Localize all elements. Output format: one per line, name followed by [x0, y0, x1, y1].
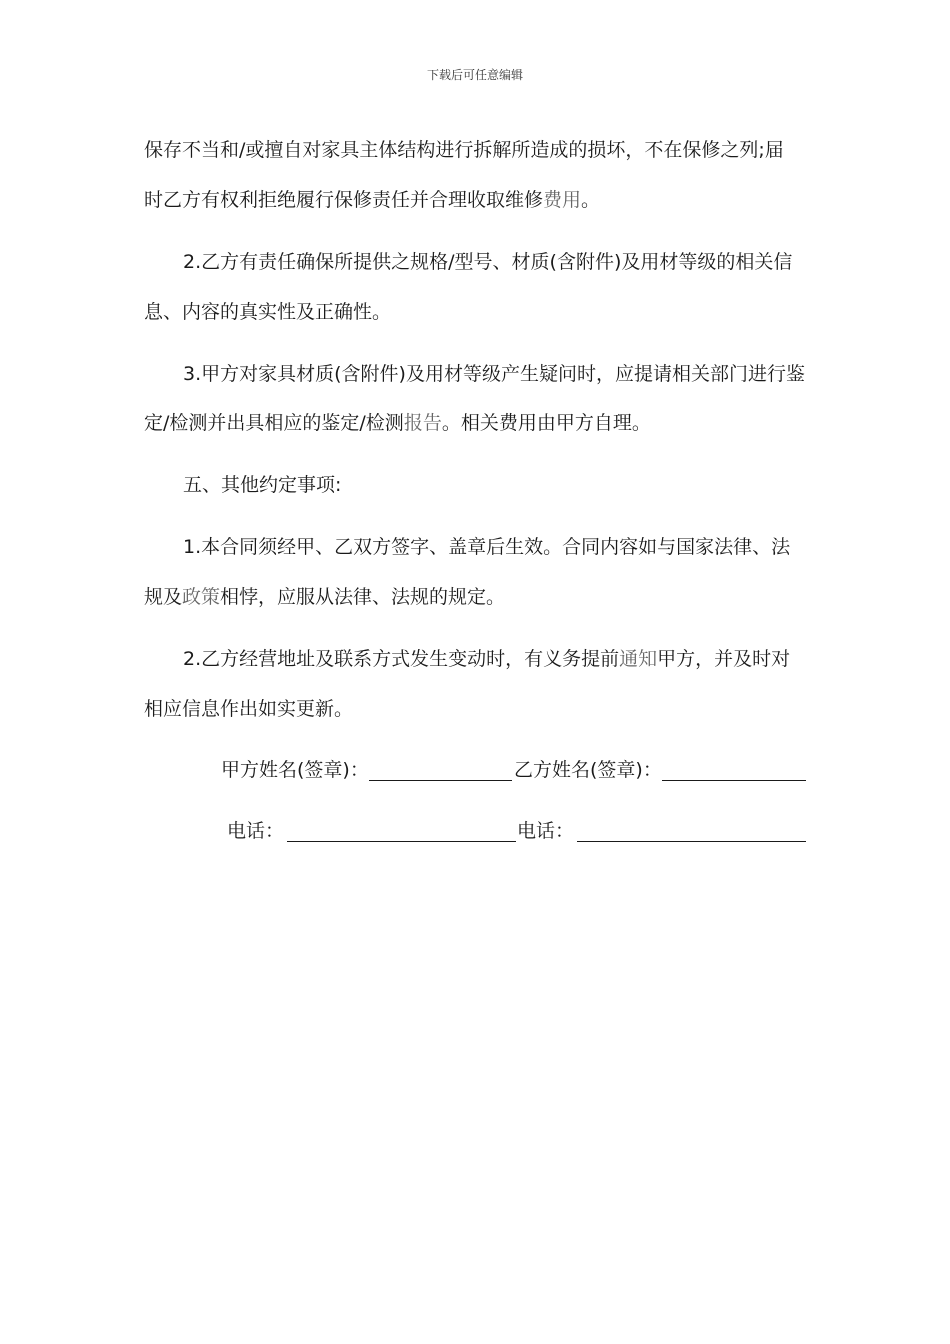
paragraph-1-text-c: 。 — [581, 189, 601, 211]
paragraph-5-keyword: 通知 — [619, 648, 658, 670]
paragraph-3-line-2 — [144, 411, 651, 435]
paragraph-5-text-a: 2.乙方经营地址及联系方式发生变动时，有义务提前 — [183, 648, 620, 670]
party-b-phone-blank[interactable] — [577, 841, 806, 842]
paragraph-1-line-2 — [144, 188, 600, 212]
paragraph-3-text-a: 定/检测并出具相应的鉴定/检测 — [144, 412, 404, 434]
paragraph-1-keyword: 费用 — [543, 189, 582, 211]
paragraph-4-line-2 — [144, 585, 505, 609]
section-5-heading: 五、其他约定事项: — [183, 474, 342, 496]
party-a-name-blank[interactable] — [369, 780, 512, 781]
party-a-name-label: 甲方姓名(签章)： — [221, 759, 369, 781]
party-a-phone-label: 电话： — [227, 820, 285, 842]
paragraph-3-keyword: 报告 — [403, 412, 442, 434]
party-b-phone-label: 电话： — [517, 820, 575, 842]
paragraph-1-line-1: 保存不当和/或擅自对家具主体结构进行拆解所造成的损坏，不在保修之列;届 — [144, 139, 784, 161]
party-a-phone-blank[interactable] — [287, 841, 516, 842]
paragraph-3-line-1: 3.甲方对家具材质(含附件)及用材等级产生疑问时，应提请相关部门进行鉴 — [183, 363, 805, 385]
paragraph-5-line-1 — [183, 647, 790, 671]
page-header-note: 下载后可任意编辑 — [426, 68, 523, 82]
paragraph-4-text-a: 规及 — [144, 586, 183, 608]
paragraph-5-line-2: 相应信息作出如实更新。 — [144, 698, 354, 720]
party-b-name-blank[interactable] — [662, 780, 806, 781]
paragraph-3-text-c: 。相关费用由甲方自理。 — [441, 412, 651, 434]
paragraph-1-text-a: 时乙方有权利拒绝履行保修责任并合理收取维修 — [144, 189, 544, 211]
paragraph-4-line-1: 1.本合同须经甲、乙双方签字、盖章后生效。合同内容如与国家法律、法 — [183, 536, 791, 558]
party-b-name-label: 乙方姓名(签章)： — [514, 759, 662, 781]
paragraph-2-line-2: 息、内容的真实性及正确性。 — [144, 301, 392, 323]
paragraph-2-line-1: 2.乙方有责任确保所提供之规格/型号、材质(含附件)及用材等级的相关信 — [183, 251, 793, 273]
paragraph-5-text-c: 甲方，并及时对 — [657, 648, 791, 670]
paragraph-4-text-c: 相悖，应服从法律、法规的规定。 — [220, 586, 506, 608]
paragraph-4-keyword: 政策 — [182, 586, 221, 608]
